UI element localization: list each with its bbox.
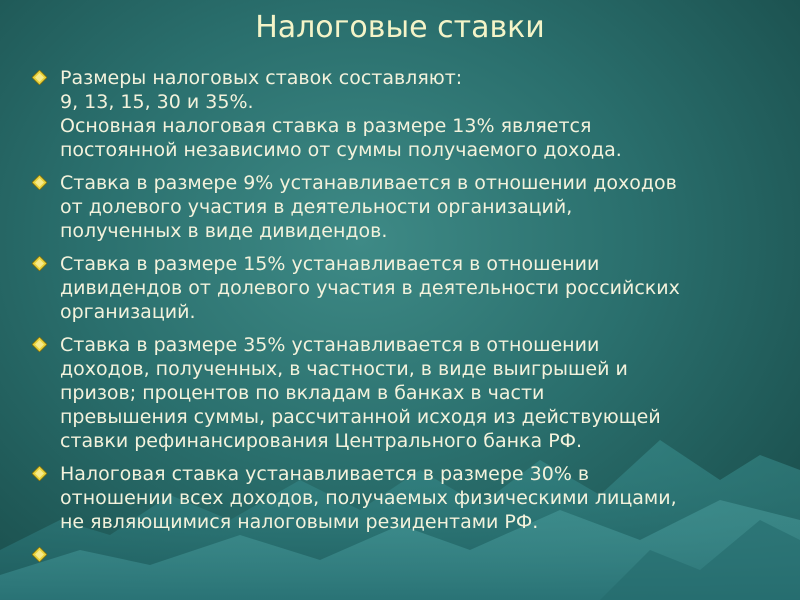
bullet-line: Ставка в размере 9% устанавливается в отношении доходов (60, 172, 677, 194)
diamond-bullet-icon (32, 337, 47, 352)
bullet-text (60, 66, 782, 162)
slide-title: Налоговые ставки (255, 10, 545, 45)
bullet-item (32, 66, 782, 162)
bullet-item (32, 252, 782, 324)
bullet-line: превышения суммы, рассчитанной исходя из действующей (60, 406, 661, 428)
empty-bullet-text (60, 543, 782, 567)
bullet-line: дивидендов от долевого участия в деятельности российских (60, 277, 680, 299)
bullet-line: 9, 13, 15, 30 и 35%. (60, 91, 254, 113)
bullet-item-empty (32, 543, 782, 567)
bullet-line: отношении всех доходов, получаемых физическими лицами, (60, 487, 677, 509)
bullet-item (32, 462, 782, 534)
bullet-line: Налоговая ставка устанавливается в размере 30% в (60, 463, 590, 485)
bullet-line: Ставка в размере 35% устанавливается в отношении (60, 334, 600, 356)
bullet-list (32, 66, 782, 576)
bullet-line: ставки рефинансирования Центрального банка РФ. (60, 430, 583, 452)
diamond-bullet-icon (32, 70, 47, 85)
bullet-line: постоянной независимо от суммы получаемого дохода. (60, 139, 622, 161)
bullet-text (60, 462, 782, 534)
bullet-line: Основная налоговая ставка в размере 13% является (60, 115, 592, 137)
bullet-line: призов; процентов по вкладам в банках в части (60, 382, 545, 404)
bullet-line: Размеры налоговых ставок составляют: (60, 67, 463, 89)
bullet-text (60, 252, 782, 324)
bullet-text (60, 171, 782, 243)
diamond-bullet-icon (32, 466, 47, 481)
diamond-bullet-icon (32, 175, 47, 190)
bullet-line: Ставка в размере 15% устанавливается в отношении (60, 253, 600, 275)
bullet-line: полученных в виде дивидендов. (60, 220, 388, 242)
bullet-line: доходов, полученных, в частности, в виде выигрышей и (60, 358, 628, 380)
diamond-bullet-icon (32, 547, 47, 562)
diamond-bullet-icon (32, 256, 47, 271)
bullet-text (60, 333, 782, 453)
bullet-line: организаций. (60, 301, 196, 323)
bullet-item (32, 333, 782, 453)
bullet-line: от долевого участия в деятельности организаций, (60, 196, 573, 218)
bullet-line: не являющимися налоговыми резидентами РФ. (60, 511, 539, 533)
bullet-item (32, 171, 782, 243)
